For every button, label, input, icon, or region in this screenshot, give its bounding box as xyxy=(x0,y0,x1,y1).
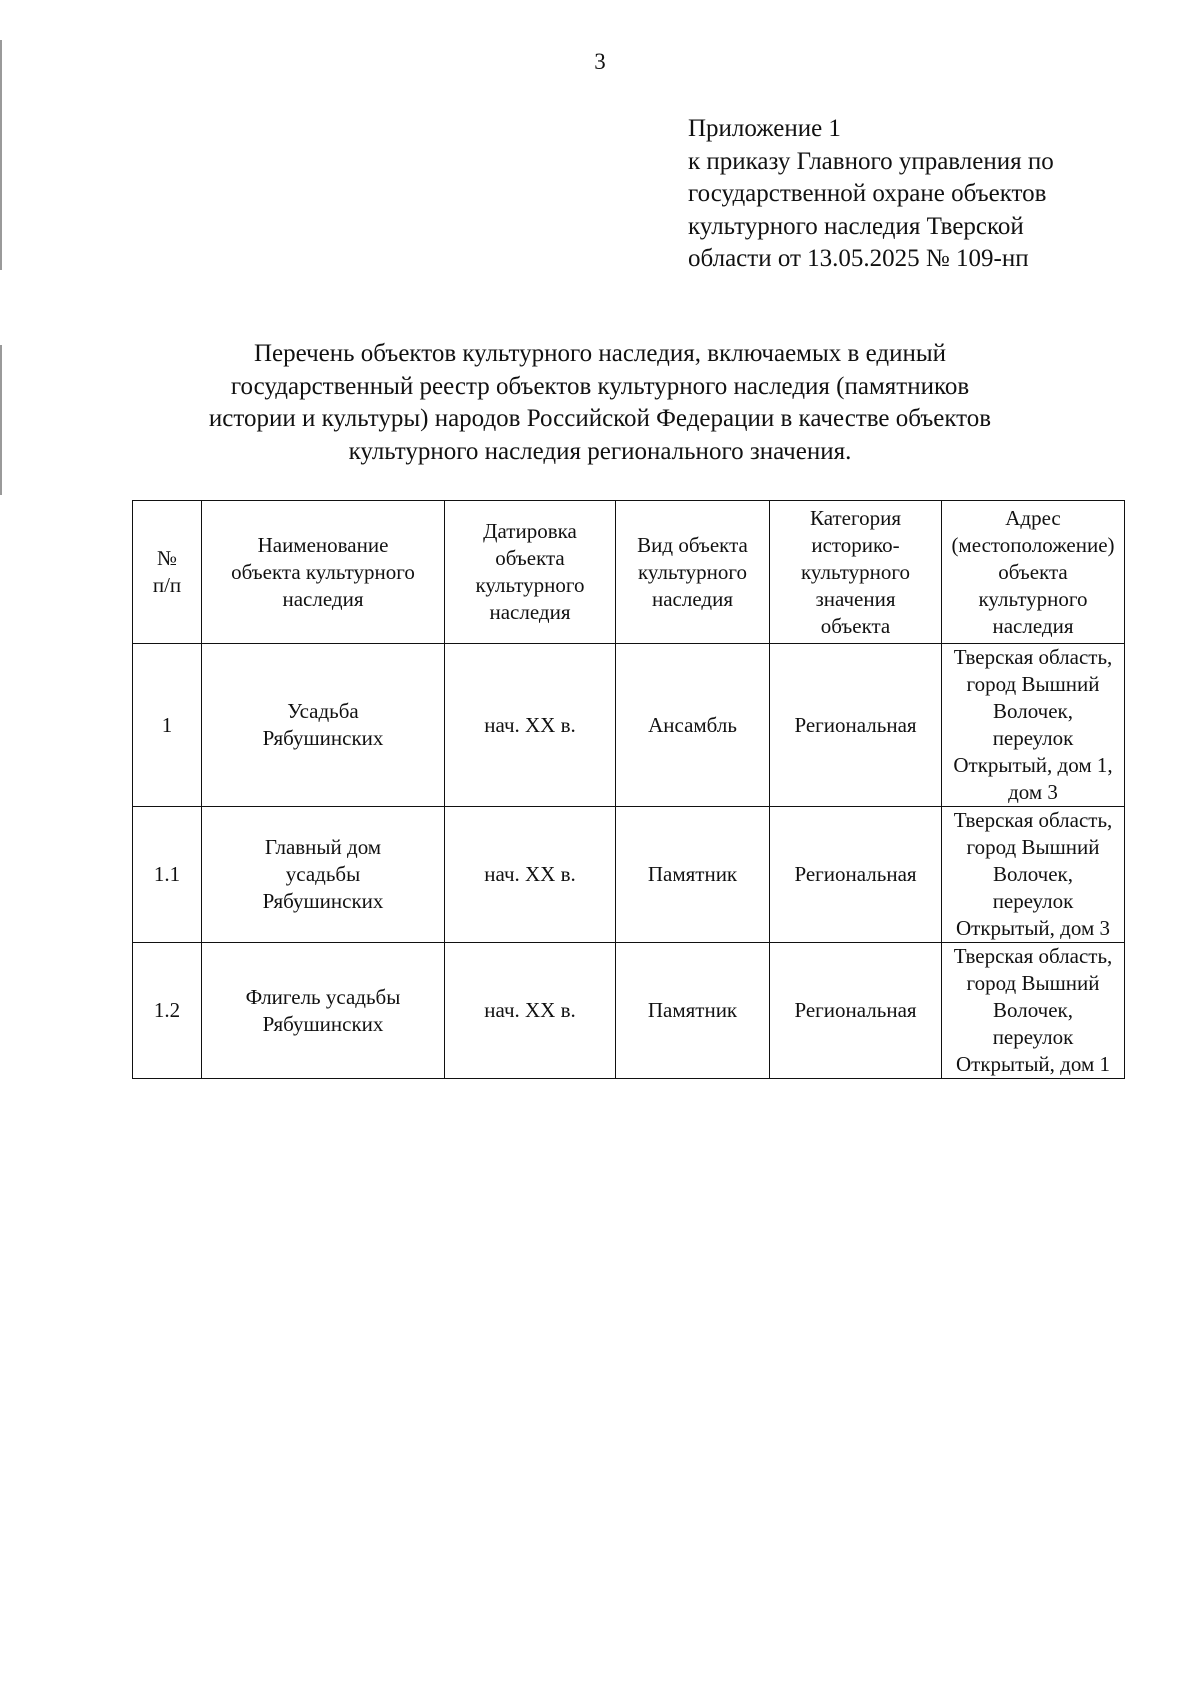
column-header-name: Наименование объекта культурного наследия xyxy=(202,501,445,644)
appendix-line: к приказу Главного управления по xyxy=(688,147,1054,175)
cell-number: 1.1 xyxy=(133,807,202,943)
cell-name: Главный дом усадьбы Рябушинских xyxy=(202,807,445,943)
appendix-line: государственной охране объектов xyxy=(688,180,1047,207)
cell-category: Региональная xyxy=(770,644,942,807)
cell-name: Флигель усадьбы Рябушинских xyxy=(202,943,445,1079)
table-row xyxy=(133,943,1125,1079)
cell-address: Тверская область, город Вышний Волочек, переулок Открытый, дом 3 xyxy=(942,807,1125,943)
column-header-number: № п/п xyxy=(133,501,202,644)
title-line: государственный реестр объектов культурного наследия (памятников xyxy=(230,372,970,400)
column-header-address: Адрес (местоположение) объекта культурного наследия xyxy=(942,501,1125,644)
cell-category: Региональная xyxy=(770,807,942,943)
cell-type: Памятник xyxy=(616,807,770,943)
column-header-category: Категория историко- культурного значения объекта xyxy=(770,501,942,644)
document-title xyxy=(120,338,1080,468)
appendix-block xyxy=(688,113,1168,276)
title-line: культурного наследия регионального значения. xyxy=(348,437,852,465)
cell-name: Усадьба Рябушинских xyxy=(202,644,445,807)
cell-category: Региональная xyxy=(770,943,942,1079)
table-row xyxy=(133,807,1125,943)
cell-type: Ансамбль xyxy=(616,644,770,807)
scan-edge-mark xyxy=(0,345,2,495)
title-line: Перечень объектов культурного наследия, включаемых в единый xyxy=(253,340,947,367)
cell-dating: нач. XX в. xyxy=(445,644,616,807)
column-header-dating: Датировка объекта культурного наследия xyxy=(445,501,616,644)
heritage-objects-table xyxy=(132,500,1125,1079)
cell-dating: нач. XX в. xyxy=(445,943,616,1079)
table-header-row xyxy=(133,501,1125,644)
appendix-line: Приложение 1 xyxy=(688,115,841,142)
title-line: истории и культуры) народов Российской Федерации в качестве объектов xyxy=(208,405,992,432)
cell-number: 1.2 xyxy=(133,943,202,1079)
table-row xyxy=(133,644,1125,807)
cell-address: Тверская область, город Вышний Волочек, переулок Открытый, дом 1 xyxy=(942,943,1125,1079)
page-number: 3 xyxy=(594,49,606,74)
appendix-line: области от 13.05.2025 № 109-нп xyxy=(688,245,1029,272)
cell-dating: нач. XX в. xyxy=(445,807,616,943)
cell-type: Памятник xyxy=(616,943,770,1079)
cell-number: 1 xyxy=(133,644,202,807)
column-header-type: Вид объекта культурного наследия xyxy=(616,501,770,644)
cell-address: Тверская область, город Вышний Волочек, переулок Открытый, дом 1, дом 3 xyxy=(942,644,1125,807)
appendix-line: культурного наследия Тверской xyxy=(688,212,1024,240)
